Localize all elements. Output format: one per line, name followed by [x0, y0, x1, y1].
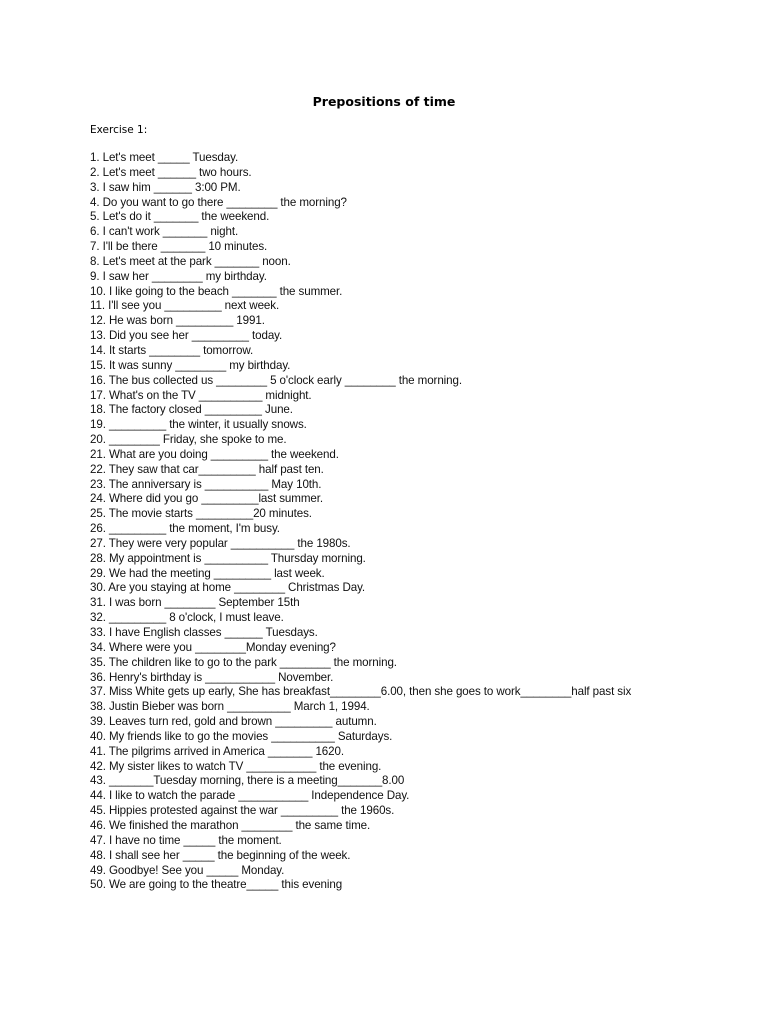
- question-item: 45. Hippies protested against the war _________ the 1960s.: [90, 804, 395, 818]
- question-item: 44. I like to watch the parade ___________ Independence Day.: [90, 789, 410, 803]
- question-item: 3. I saw him ______ 3:00 PM.: [90, 180, 241, 194]
- question-list: [90, 151, 690, 893]
- question-item: 21. What are you doing _________ the weekend.: [90, 447, 339, 461]
- question-item: 29. We had the meeting _________ last week.: [90, 566, 325, 580]
- question-item: 22. They saw that car_________ half past ten.: [90, 462, 324, 476]
- question-item: 49. Goodbye! See you _____ Monday.: [90, 863, 285, 877]
- question-item: 11. I'll see you _________ next week.: [90, 299, 280, 313]
- question-item: 30. Are you staying at home ________ Christmas Day.: [90, 581, 366, 595]
- question-item: 27. They were very popular __________ the 1980s.: [90, 536, 351, 550]
- question-item: 26. _________ the moment, I'm busy.: [90, 522, 280, 536]
- question-item: 42. My sister likes to watch TV ___________ the evening.: [90, 759, 382, 773]
- question-item: 23. The anniversary is __________ May 10th.: [90, 477, 322, 491]
- question-item: 41. The pilgrims arrived in America _______ 1620.: [90, 744, 344, 758]
- question-item: 8. Let's meet at the park _______ noon.: [90, 254, 291, 268]
- question-item: 14. It starts ________ tomorrow.: [90, 343, 254, 357]
- question-item: 43. _______Tuesday morning, there is a meeting_______8.00: [90, 774, 405, 788]
- question-item: 5. Let's do it _______ the weekend.: [90, 210, 270, 224]
- question-item: 39. Leaves turn red, gold and brown _________ autumn.: [90, 715, 377, 729]
- question-item: 1. Let's meet _____ Tuesday.: [90, 151, 239, 164]
- page-title: Prepositions of time: [312, 94, 456, 109]
- question-item: 35. The children like to go to the park ________ the morning.: [90, 655, 397, 669]
- question-item: 40. My friends like to go the movies __________ Saturdays.: [90, 729, 393, 743]
- question-item: 38. Justin Bieber was born __________ March 1, 1994.: [90, 700, 370, 714]
- question-item: 18. The factory closed _________ June.: [90, 403, 293, 417]
- question-item: 36. Henry's birthday is ___________ November.: [90, 670, 334, 684]
- question-item: 16. The bus collected us ________ 5 o'clock early ________ the morning.: [90, 373, 462, 387]
- question-item: 2. Let's meet ______ two hours.: [90, 165, 252, 179]
- question-item: 12. He was born _________ 1991.: [90, 314, 265, 328]
- question-item: 10. I like going to the beach _______ the summer.: [90, 284, 343, 298]
- question-item: 6. I can't work _______ night.: [90, 225, 239, 239]
- question-item: 17. What's on the TV __________ midnight.: [90, 388, 312, 402]
- question-item: 9. I saw her ________ my birthday.: [90, 269, 267, 283]
- question-item: 7. I'll be there _______ 10 minutes.: [90, 240, 268, 254]
- question-item: 19. _________ the winter, it usually snows.: [90, 418, 307, 432]
- question-item: 50. We are going to the theatre_____ this evening: [90, 878, 343, 892]
- question-item: 24. Where did you go _________last summer.: [90, 492, 323, 506]
- question-item: 47. I have no time _____ the moment.: [90, 833, 282, 847]
- question-item: 13. Did you see her _________ today.: [90, 329, 283, 343]
- question-item: 15. It was sunny ________ my birthday.: [90, 358, 291, 372]
- exercise-label: Exercise 1:: [90, 124, 148, 136]
- question-item: 31. I was born ________ September 15th: [90, 596, 300, 610]
- question-item: 48. I shall see her _____ the beginning of the week.: [90, 848, 351, 862]
- question-item: 4. Do you want to go there ________ the morning?: [90, 195, 347, 209]
- question-item: 32. _________ 8 o'clock, I must leave.: [90, 611, 284, 625]
- question-item: 28. My appointment is __________ Thursday morning.: [90, 551, 366, 565]
- question-item: 37. Miss White gets up early, She has breakfast________6.00, then she goes to work________half past six: [90, 685, 632, 699]
- question-item: 33. I have English classes ______ Tuesdays.: [90, 626, 318, 639]
- question-item: 46. We finished the marathon ________ the same time.: [90, 818, 371, 832]
- question-item: 34. Where were you ________Monday evening?: [90, 640, 336, 654]
- question-item: 25. The movie starts _________20 minutes.: [90, 507, 312, 521]
- question-item: 20. ________ Friday, she spoke to me.: [90, 433, 287, 447]
